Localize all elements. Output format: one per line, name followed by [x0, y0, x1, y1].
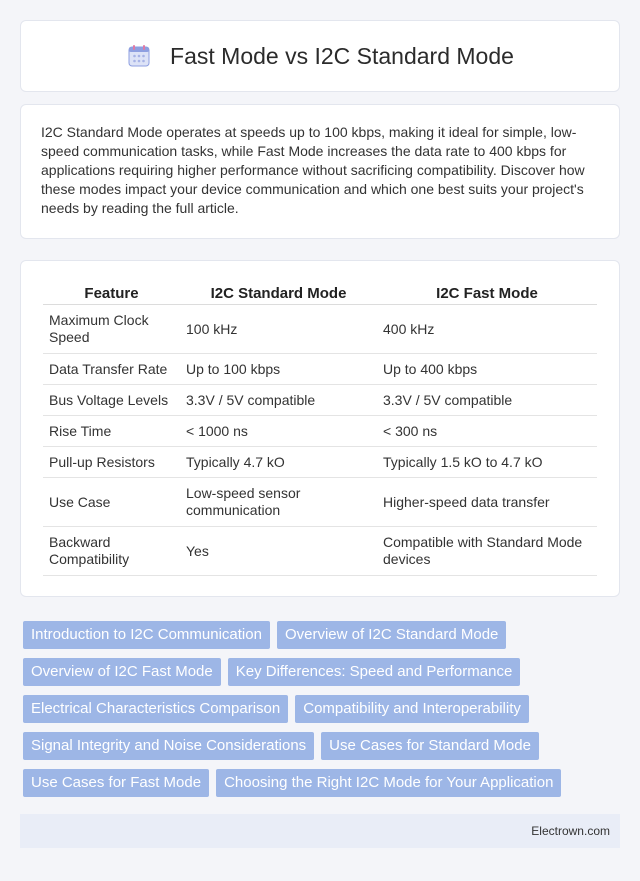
- table-cell-standard: Typically 4.7 kO: [180, 447, 377, 478]
- tag-key-differences[interactable]: Key Differences: Speed and Performance: [228, 658, 521, 686]
- table-cell-feature: Maximum Clock Speed: [43, 305, 180, 354]
- tag-electrical-characteristics[interactable]: Electrical Characteristics Comparison: [23, 695, 288, 723]
- table-row: [43, 416, 597, 447]
- table-cell-feature: Pull-up Resistors: [43, 447, 180, 478]
- page-title: Fast Mode vs I2C Standard Mode: [170, 42, 514, 69]
- table-cell-standard: Yes: [180, 527, 377, 576]
- tag-introduction[interactable]: Introduction to I2C Communication: [23, 621, 270, 649]
- table-cell-fast: < 300 ns: [377, 416, 597, 447]
- table-cell-feature: Backward Compatibility: [43, 527, 180, 576]
- table-header-row: [43, 281, 597, 305]
- tag-use-cases-standard[interactable]: Use Cases for Standard Mode: [321, 732, 539, 760]
- tag-fast-mode-overview[interactable]: Overview of I2C Fast Mode: [23, 658, 221, 686]
- title-card: [20, 20, 620, 92]
- table-cell-fast: Higher-speed data transfer: [377, 478, 597, 527]
- header-feature: Feature: [43, 281, 180, 305]
- topic-tags: [20, 621, 620, 797]
- table-cell-standard: Up to 100 kbps: [180, 354, 377, 385]
- table-cell-standard: 3.3V / 5V compatible: [180, 385, 377, 416]
- footer: [20, 814, 620, 848]
- tag-compatibility[interactable]: Compatibility and Interoperability: [295, 695, 529, 723]
- table-row: [43, 527, 597, 576]
- table-row: [43, 305, 597, 354]
- table-cell-fast: 3.3V / 5V compatible: [377, 385, 597, 416]
- tag-use-cases-fast[interactable]: Use Cases for Fast Mode: [23, 769, 209, 797]
- table-cell-fast: Compatible with Standard Mode devices: [377, 527, 597, 576]
- tag-signal-integrity[interactable]: Signal Integrity and Noise Considerations: [23, 732, 314, 760]
- table-row: [43, 478, 597, 527]
- table-cell-fast: 400 kHz: [377, 305, 597, 354]
- table-cell-feature: Rise Time: [43, 416, 180, 447]
- table-cell-feature: Bus Voltage Levels: [43, 385, 180, 416]
- comparison-table: [43, 281, 597, 576]
- table-cell-standard: Low-speed sensor communication: [180, 478, 377, 527]
- header-standard-mode: I2C Standard Mode: [180, 281, 377, 305]
- tag-standard-mode-overview[interactable]: Overview of I2C Standard Mode: [277, 621, 506, 649]
- table-cell-fast: Typically 1.5 kO to 4.7 kO: [377, 447, 597, 478]
- table-cell-feature: Data Transfer Rate: [43, 354, 180, 385]
- intro-card: [20, 104, 620, 239]
- header-fast-mode: I2C Fast Mode: [377, 281, 597, 305]
- table-cell-standard: < 1000 ns: [180, 416, 377, 447]
- intro-text: I2C Standard Mode operates at speeds up to 100 kbps, making it ideal for simple, low-speed communication tasks, while Fast Mode increases the data rate to 400 kbps for applications requiring higher performance without sacrificing compatibility. Discover how these modes impact your device communication and which one best suits your project's needs by reading the full article.: [41, 124, 585, 216]
- table-row: [43, 385, 597, 416]
- table-cell-feature: Use Case: [43, 478, 180, 527]
- table-row: [43, 354, 597, 385]
- footer-brand[interactable]: Electrown.com: [531, 824, 610, 838]
- table-cell-fast: Up to 400 kbps: [377, 354, 597, 385]
- calendar-icon: [126, 43, 152, 69]
- table-row: [43, 447, 597, 478]
- tag-choosing-mode[interactable]: Choosing the Right I2C Mode for Your Application: [216, 769, 561, 797]
- comparison-table-card: [20, 260, 620, 597]
- table-cell-standard: 100 kHz: [180, 305, 377, 354]
